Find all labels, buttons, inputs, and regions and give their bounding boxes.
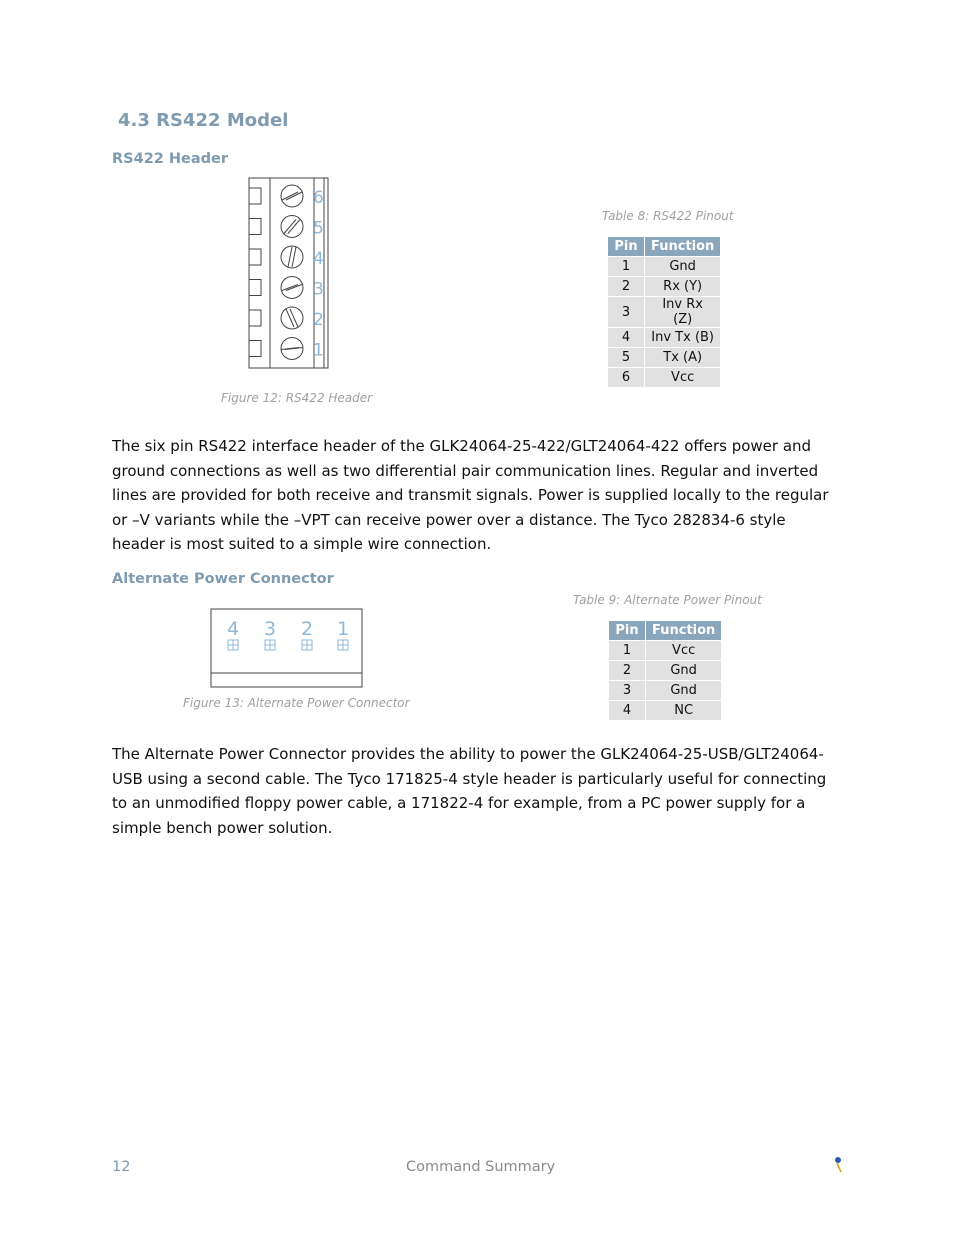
pin-number-label: 1 bbox=[313, 340, 324, 361]
pin-number-label: 3 bbox=[263, 618, 277, 640]
function-cell: Inv Rx (Z) bbox=[645, 297, 721, 328]
table-header-function: Function bbox=[646, 621, 722, 641]
pin-cell: 6 bbox=[608, 368, 645, 388]
function-cell: Rx (Y) bbox=[645, 277, 721, 297]
section-title: 4.3 RS422 Model bbox=[118, 110, 289, 131]
function-cell: Gnd bbox=[645, 257, 721, 277]
table-9-alt-power-pinout bbox=[608, 620, 722, 721]
table-row bbox=[609, 701, 722, 721]
table-header-row bbox=[609, 621, 722, 641]
table-row bbox=[609, 661, 722, 681]
table-row bbox=[609, 681, 722, 701]
table-header-pin: Pin bbox=[609, 621, 646, 641]
connector-pin bbox=[264, 618, 276, 650]
rs422-description-paragraph: The six pin RS422 interface header of the GLK24064-25-422/GLT24064-422 offers power and ground connections as well as two differential pair communication lines. Regular and inverted lines are provided for both receive and transmit signals. Power is supplied locally to the regular or –V variants while the –VPT can receive power over a distance. The Tyco 282834-6 style header is most suited to a simple wire connection. bbox=[112, 437, 829, 553]
table-row bbox=[608, 277, 721, 297]
pin-number-label: 5 bbox=[313, 218, 324, 239]
alt-power-connector-figure bbox=[209, 607, 365, 689]
table-header-function: Function bbox=[645, 237, 721, 257]
pin-cell: 5 bbox=[608, 348, 645, 368]
function-cell: NC bbox=[646, 701, 722, 721]
connector-pin bbox=[337, 618, 349, 650]
pin-number-label: 4 bbox=[226, 618, 240, 640]
function-cell: Tx (A) bbox=[645, 348, 721, 368]
table-row bbox=[609, 641, 722, 661]
pin-number-label: 2 bbox=[300, 618, 314, 640]
pin-cell: 2 bbox=[609, 661, 646, 681]
table-header-row bbox=[608, 237, 721, 257]
pin-cell: 3 bbox=[608, 297, 645, 328]
figure-12-caption: Figure 12: RS422 Header bbox=[221, 391, 373, 405]
pin-number-label: 6 bbox=[313, 188, 324, 208]
pin-number-label: 2 bbox=[313, 310, 324, 330]
table-8-rs422-pinout bbox=[607, 236, 721, 388]
pin-cell: 3 bbox=[609, 681, 646, 701]
pin-number-label: 3 bbox=[313, 279, 324, 300]
header-pin bbox=[249, 246, 324, 269]
table-9-caption: Table 9: Alternate Power Pinout bbox=[573, 593, 762, 607]
pin-cell: 4 bbox=[609, 701, 646, 721]
function-cell: Gnd bbox=[646, 681, 722, 701]
header-pin bbox=[249, 277, 324, 300]
pin-cell: 1 bbox=[609, 641, 646, 661]
alt-power-description-paragraph: The Alternate Power Connector provides the ability to power the GLK24064-25-USB/GLT24064-USB using a second cable. The Tyco 171825-4 style header is particularly useful for connecting to an unmodified floppy power cable, a 171822-4 for example, from a PC power supply for a simple bench power solution. bbox=[112, 745, 827, 837]
table-row bbox=[608, 328, 721, 348]
table-row bbox=[608, 348, 721, 368]
pin-cell: 2 bbox=[608, 277, 645, 297]
header-pin bbox=[249, 338, 324, 361]
header-pin bbox=[249, 307, 324, 330]
function-cell: Inv Tx (B) bbox=[645, 328, 721, 348]
rs422-header-title: RS422 Header bbox=[112, 151, 229, 167]
logo-icon bbox=[830, 1155, 846, 1175]
pin-number-label: 1 bbox=[336, 618, 350, 640]
pin-cell: 4 bbox=[608, 328, 645, 348]
table-row bbox=[608, 368, 721, 388]
page-number: 12 bbox=[112, 1159, 131, 1175]
function-cell: Gnd bbox=[646, 661, 722, 681]
alt-power-title: Alternate Power Connector bbox=[112, 571, 334, 587]
table-header-pin: Pin bbox=[608, 237, 645, 257]
pin-cell: 1 bbox=[608, 257, 645, 277]
footer-title: Command Summary bbox=[406, 1159, 556, 1175]
table-row bbox=[608, 257, 721, 277]
rs422-header-figure bbox=[246, 176, 332, 372]
connector-pin bbox=[301, 618, 313, 650]
function-cell: Vcc bbox=[645, 368, 721, 388]
figure-13-caption: Figure 13: Alternate Power Connector bbox=[183, 696, 410, 710]
table-8-caption: Table 8: RS422 Pinout bbox=[602, 209, 734, 223]
function-cell: Vcc bbox=[646, 641, 722, 661]
pin-number-label: 4 bbox=[313, 249, 324, 269]
table-row bbox=[608, 297, 721, 328]
header-pin bbox=[249, 216, 324, 239]
header-pin bbox=[249, 185, 324, 208]
connector-pin bbox=[227, 618, 239, 650]
